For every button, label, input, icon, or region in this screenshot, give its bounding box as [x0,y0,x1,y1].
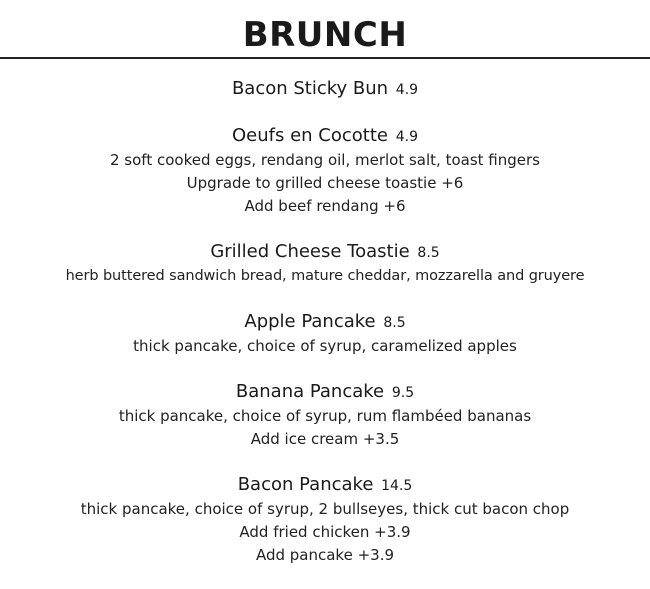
item-heading [0,310,650,335]
item-heading [0,124,650,149]
item-description: thick pancake, choice of syrup, rum flambéed bananas [118,407,532,425]
item-name: Banana Pancake [235,381,385,402]
item-price: 8.5 [417,245,440,261]
item-description: herb buttered sandwich bread, mature cheddar, mozzarella and gruyere [65,268,585,284]
item-heading [0,240,650,265]
item-description: 2 soft cooked eggs, rendang oil, merlot salt, toast fingers [110,151,540,169]
menu-items [0,77,650,589]
item-heading [0,473,650,498]
item-price: 14.5 [381,478,413,494]
menu-title: BRUNCH [242,15,408,55]
item-price: 9.5 [391,385,415,401]
menu-item-oeufs-en-cocotte [0,124,650,218]
item-name: Bacon Pancake [237,474,374,495]
item-price: 4.9 [395,129,418,145]
item-heading [0,77,650,102]
item-addon: Add beef rendang +6 [244,197,406,215]
item-addon: Add fried chicken +3.9 [239,523,411,541]
item-price: 4.9 [395,82,419,98]
item-addon: Add ice cream +3.5 [250,430,400,448]
menu-item-apple-pancake [0,310,650,358]
item-name: Oeufs en Cocotte [232,125,388,146]
item-price: 8.5 [383,315,406,331]
menu-item-bacon-pancake [0,473,650,567]
item-name: Grilled Cheese Toastie [210,241,410,262]
item-heading [0,380,650,405]
item-description: thick pancake, choice of syrup, caramelized apples [133,337,517,355]
menu-item-banana-pancake [0,380,650,451]
item-addon: Add pancake +3.9 [255,546,395,564]
menu-item-grilled-cheese-toastie [0,240,650,288]
item-name: Bacon Sticky Bun [231,78,389,99]
item-description: thick pancake, choice of syrup, 2 bullseyes, thick cut bacon chop [80,500,570,518]
menu-item-bacon-sticky-bun [0,77,650,102]
item-addon: Upgrade to grilled cheese toastie +6 [186,174,464,192]
item-name: Apple Pancake [244,311,376,332]
title-divider [0,57,650,59]
